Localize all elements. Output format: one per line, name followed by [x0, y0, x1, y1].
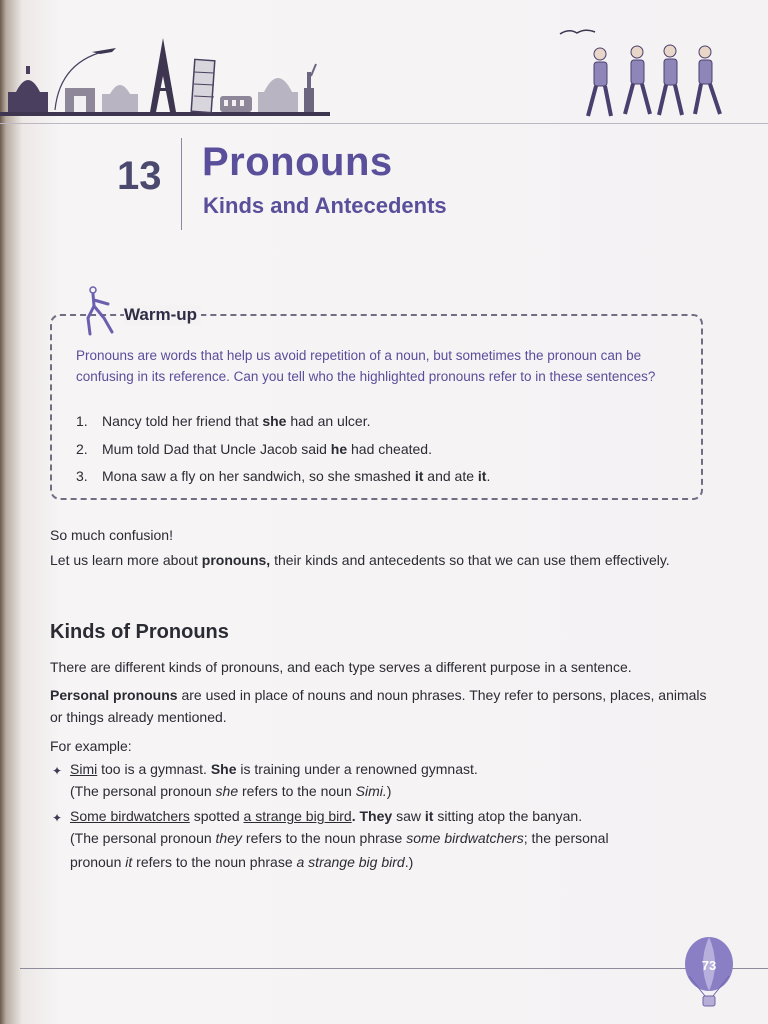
page-number: 73 — [701, 958, 717, 973]
section-paragraph-1: There are different kinds of pronouns, and each type serves a different purpose in a sentence. — [50, 659, 632, 675]
intro-exclaim: So much confusion! — [50, 527, 173, 543]
example-2-sentence: Some birdwatchers spotted a strange big bird. They saw it sitting atop the banyan. — [70, 808, 583, 824]
section-heading: Kinds of Pronouns — [50, 621, 229, 643]
children-walking-illustration — [555, 20, 745, 125]
bullet-icon: ✦ — [52, 764, 63, 778]
for-example-label: For example: — [50, 738, 132, 754]
warmup-intro: Pronouns are words that help us avoid repetition of a noun, but sometimes the pronoun can be confusing in its reference. Can you tell who the highlighted pronouns refer to in these sentences? — [76, 348, 656, 384]
chapter-title: Pronouns — [202, 140, 393, 184]
warmup-question-1: 1. Nancy told her friend that she had an ulcer. — [76, 413, 371, 429]
chapter-subtitle: Kinds and Antecedents — [203, 193, 447, 218]
example-2-explanation-line-2: pronoun it refers to the noun phrase a strange big bird.) — [70, 854, 414, 870]
hot-air-balloon-icon — [683, 936, 735, 1014]
example-2-explanation-line-1: (The personal pronoun they refers to the noun phrase some birdwatchers; the personal — [70, 830, 609, 846]
example-1-explanation: (The personal pronoun she refers to the noun Simi.) — [70, 783, 392, 799]
chapter-divider — [181, 138, 182, 230]
skyline-illustration — [0, 30, 330, 125]
section-paragraph-2: Personal pronouns are used in place of nouns and noun phrases. They refer to persons, places, animals or things already mentioned. — [50, 687, 707, 725]
chapter-number: 13 — [117, 154, 162, 198]
warmup-question-3: 3. Mona saw a fly on her sandwich, so she smashed it and ate it. — [76, 468, 491, 484]
warmup-stretch-icon — [78, 284, 118, 336]
footer-rule — [20, 968, 768, 969]
example-1-sentence: Simi too is a gymnast. She is training under a renowned gymnast. — [70, 761, 478, 777]
warmup-label: Warm-up — [124, 305, 201, 325]
warmup-question-2: 2. Mum told Dad that Uncle Jacob said he had cheated. — [76, 441, 432, 457]
intro-learn: Let us learn more about pronouns, their kinds and antecedents so that we can use them effectively. — [50, 552, 670, 568]
bullet-icon: ✦ — [52, 811, 63, 825]
header-rule — [0, 123, 768, 124]
